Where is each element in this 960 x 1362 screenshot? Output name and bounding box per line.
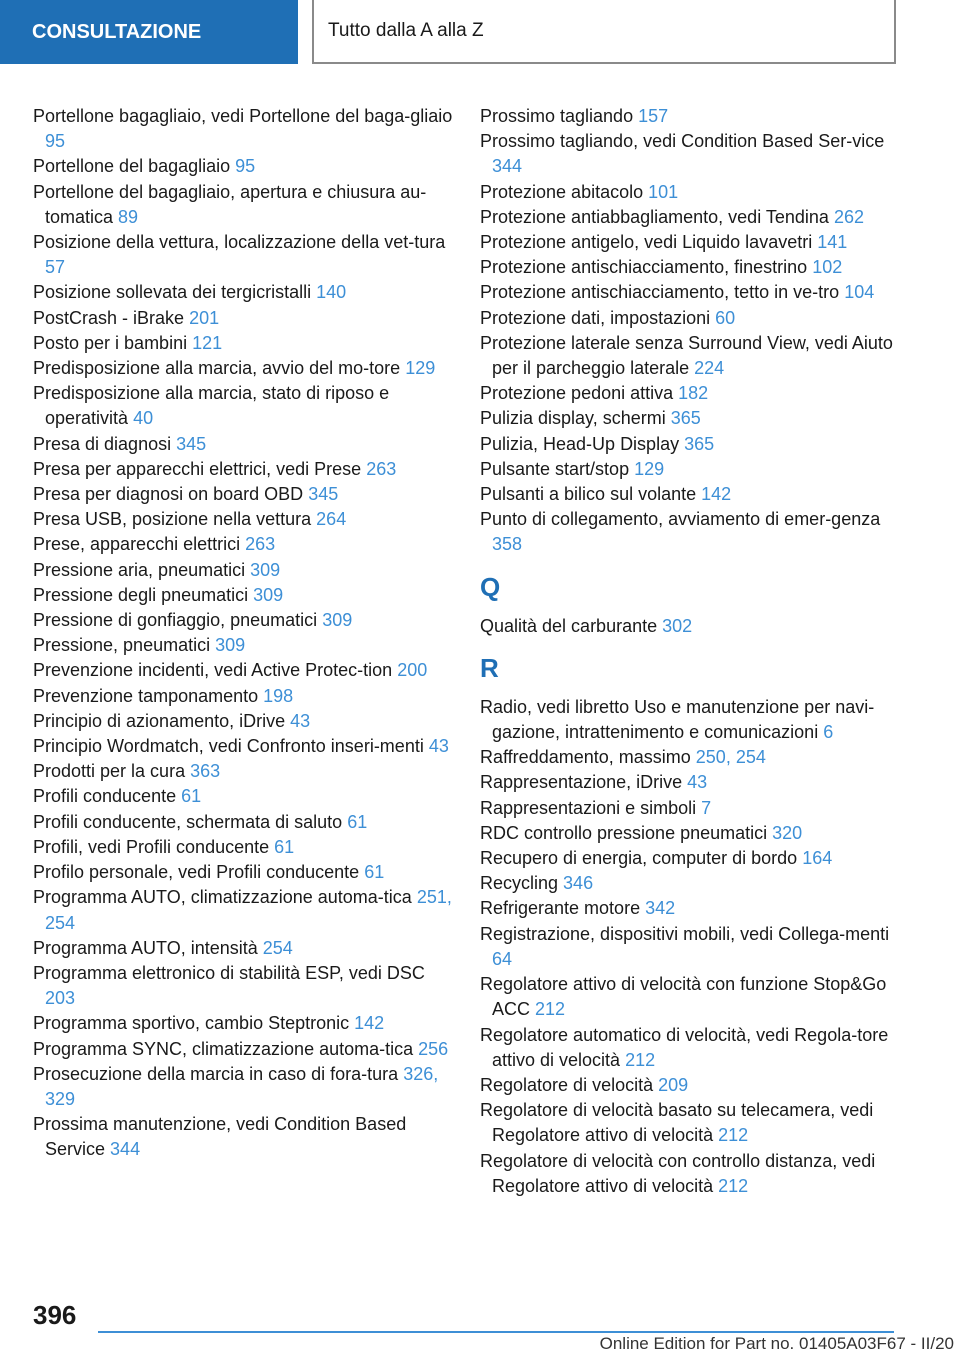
- entry-text: Protezione laterale senza Surround View, vedi Aiuto per il parcheggio laterale: [480, 332, 893, 379]
- entry-text: Regolatore di velocità basato su telecamera, vedi Regolatore attivo di velocità: [480, 1100, 874, 1146]
- index-entry: [33, 784, 453, 809]
- index-entry: [33, 961, 453, 1011]
- entry-text: Profilo personale, vedi Profili conducente: [33, 862, 360, 883]
- entry-text: Prodotti per la cura: [33, 761, 186, 782]
- entry-text: Prese, apparecchi elettrici: [33, 534, 241, 555]
- entry-text: Protezione dati, impostazioni: [480, 307, 711, 328]
- footer-divider: [98, 1331, 894, 1333]
- index-entry: [33, 331, 453, 356]
- index-entry: [480, 306, 900, 331]
- entry-page-link[interactable]: 140: [316, 282, 347, 303]
- entry-page-link[interactable]: 64: [492, 948, 513, 969]
- index-entry: [33, 104, 453, 154]
- entry-text: Programma AUTO, climatizzazione automa-tica: [33, 887, 412, 908]
- entry-text: Principio di azionamento, iDrive: [33, 710, 286, 731]
- entry-page-link[interactable]: 129: [405, 358, 436, 379]
- entry-text: Rappresentazioni e simboli: [480, 797, 697, 818]
- entry-page-link[interactable]: 61: [181, 786, 202, 807]
- entry-text: Rappresentazione, iDrive: [480, 772, 683, 793]
- entry-text: PostCrash - iBrake: [33, 307, 185, 328]
- entry-text: Regolatore automatico di velocità, vedi Regola-tore attivo di velocità: [480, 1024, 889, 1070]
- index-entry: [33, 608, 453, 633]
- index-entry: [480, 796, 900, 821]
- entry-page-link[interactable]: 309: [250, 559, 281, 580]
- entry-text: Punto di collegamento, avviamento di emer-genza: [480, 509, 881, 530]
- entry-page-link[interactable]: 101: [648, 181, 679, 202]
- entry-page-link[interactable]: 309: [215, 635, 246, 656]
- entry-text: Regolatore di velocità con controllo distanza, vedi Regolatore attivo di velocità: [480, 1150, 876, 1196]
- index-entry: [33, 734, 453, 759]
- index-entry: [33, 860, 453, 885]
- index-entry: [480, 381, 900, 406]
- entry-text: Predisposizione alla marcia, avvio del mo-tore: [33, 358, 401, 379]
- entry-text: Presa USB, posizione nella vettura: [33, 509, 312, 530]
- index-entry: [480, 104, 900, 129]
- entry-page-link[interactable]: 6: [823, 722, 834, 743]
- entry-text: Raffreddamento, massimo: [480, 747, 691, 768]
- index-entry: [33, 180, 453, 230]
- entry-page-link[interactable]: 365: [684, 433, 715, 454]
- entry-text: Programma SYNC, climatizzazione automa-tica: [33, 1038, 414, 1059]
- index-entry: [480, 972, 900, 1022]
- entry-text: Prossima manutenzione, vedi Condition Based Service: [33, 1114, 407, 1160]
- entry-page-link[interactable]: 302: [662, 615, 693, 636]
- entry-page-link[interactable]: 254: [262, 937, 293, 958]
- entry-text: Prosecuzione della marcia in caso di fora-tura: [33, 1063, 399, 1084]
- letter-heading-r: R: [480, 652, 499, 683]
- index-entry: [480, 255, 900, 280]
- entry-text: Portellone del bagagliaio, apertura e chiusura au-tomatica: [33, 181, 427, 227]
- entry-text: Pressione aria, pneumatici: [33, 559, 246, 580]
- index-entry: [480, 230, 900, 255]
- entry-text: Profili conducente: [33, 786, 177, 807]
- index-entry: [33, 457, 453, 482]
- entry-text: Principio Wordmatch, vedi Confronto inseri-menti: [33, 736, 424, 757]
- index-entry: [480, 280, 900, 305]
- index-entry: [480, 821, 900, 846]
- entry-text: Pressione di gonfiaggio, pneumatici: [33, 610, 318, 631]
- entry-text: Pulizia, Head-Up Display: [480, 433, 680, 454]
- index-entry: [480, 770, 900, 795]
- entry-page-link[interactable]: 346: [563, 873, 594, 894]
- entry-text: Regolatore attivo di velocità con funzione Stop&Go ACC: [480, 974, 887, 1020]
- index-entry: [33, 1062, 453, 1112]
- entry-page-link[interactable]: 250, 254: [695, 747, 766, 768]
- section-label: CONSULTAZIONE: [0, 0, 298, 64]
- index-entry: [480, 331, 900, 381]
- page-number: 396: [33, 1300, 77, 1330]
- entry-text: Protezione antischiacciamento, finestrino: [480, 257, 808, 278]
- entry-page-link[interactable]: 7: [701, 797, 712, 818]
- entry-page-link[interactable]: 182: [678, 383, 709, 404]
- index-entry: [480, 871, 900, 896]
- entry-text: Prevenzione tamponamento: [33, 685, 259, 706]
- entry-text: Pulsanti a bilico sul volante: [480, 484, 697, 505]
- index-entry: [480, 205, 900, 230]
- index-entry: [480, 896, 900, 921]
- entry-text: Protezione antischiacciamento, tetto in ve-tro: [480, 282, 840, 303]
- entry-page-link[interactable]: 264: [316, 509, 347, 530]
- entry-text: Protezione antiabbagliamento, vedi Tendina: [480, 206, 829, 227]
- entry-text: Recupero di energia, computer di bordo: [480, 848, 798, 869]
- entry-page-link[interactable]: 61: [364, 862, 385, 883]
- entry-page-link[interactable]: 142: [701, 484, 732, 505]
- index-entry: [33, 280, 453, 305]
- entry-page-link[interactable]: 43: [687, 772, 708, 793]
- entry-page-link[interactable]: 57: [45, 257, 66, 278]
- index-entry: [480, 745, 900, 770]
- index-entry: [33, 432, 453, 457]
- entry-text: Registrazione, dispositivi mobili, vedi Collega-menti: [480, 923, 890, 944]
- entry-page-link[interactable]: 263: [366, 458, 397, 479]
- index-entry: [33, 482, 453, 507]
- index-entry: [33, 885, 453, 935]
- index-entry: [480, 180, 900, 205]
- entry-text: Presa di diagnosi: [33, 433, 172, 454]
- entry-page-link[interactable]: 142: [354, 1013, 385, 1034]
- entry-text: Pulsante start/stop: [480, 458, 630, 479]
- entry-page-link[interactable]: 309: [322, 610, 353, 631]
- entry-text: Portellone del bagagliaio: [33, 156, 231, 177]
- index-entry: [480, 1073, 900, 1098]
- index-entry: [33, 658, 453, 683]
- index-entry: [33, 507, 453, 532]
- entry-page-link[interactable]: 344: [492, 156, 523, 177]
- entry-page-link[interactable]: 345: [308, 484, 339, 505]
- entry-page-link[interactable]: 61: [274, 836, 295, 857]
- entry-page-link[interactable]: 201: [189, 307, 220, 328]
- entry-page-link[interactable]: 198: [263, 685, 294, 706]
- entry-page-link[interactable]: 256: [418, 1038, 449, 1059]
- entry-text: Pressione, pneumatici: [33, 635, 211, 656]
- entry-page-link[interactable]: 263: [245, 534, 276, 555]
- entry-page-link[interactable]: 212: [535, 999, 566, 1020]
- entry-page-link[interactable]: 309: [253, 584, 284, 605]
- entry-page-link[interactable]: 345: [176, 433, 207, 454]
- entry-text: Protezione pedoni attiva: [480, 383, 674, 404]
- entry-page-link[interactable]: 209: [658, 1074, 689, 1095]
- entry-text: Profili conducente, schermata di saluto: [33, 811, 343, 832]
- chapter-title: Tutto dalla A alla Z: [312, 0, 896, 64]
- index-entry: [480, 1023, 900, 1073]
- entry-page-link[interactable]: 224: [694, 358, 725, 379]
- entry-page-link[interactable]: 121: [192, 332, 223, 353]
- entry-text: Presa per diagnosi on board OBD: [33, 484, 304, 505]
- entry-text: Prossimo tagliando: [480, 106, 634, 126]
- entry-page-link[interactable]: 363: [190, 761, 221, 782]
- entry-text: Presa per apparecchi elettrici, vedi Prese: [33, 458, 362, 479]
- index-entry: [480, 1149, 900, 1199]
- index-entry: [33, 1112, 453, 1162]
- entry-page-link[interactable]: 212: [718, 1125, 749, 1146]
- index-entry: [33, 154, 453, 179]
- entry-page-link[interactable]: 43: [290, 710, 311, 731]
- index-entry: [480, 406, 900, 431]
- entry-page-link[interactable]: 60: [715, 307, 736, 328]
- index-column-right: [480, 104, 900, 1199]
- entry-page-link[interactable]: 326, 329: [45, 1063, 439, 1109]
- entry-text: Posto per i bambini: [33, 332, 188, 353]
- index-entry: [33, 936, 453, 961]
- entry-page-link[interactable]: 141: [817, 232, 848, 253]
- entry-text: Pulizia display, schermi: [480, 408, 666, 429]
- index-entry: [33, 835, 453, 860]
- entry-text: Qualità del carburante: [480, 615, 658, 636]
- index-entry: [33, 230, 453, 280]
- index-entry: [33, 709, 453, 734]
- index-entry: [33, 356, 453, 381]
- entry-page-link[interactable]: 102: [812, 257, 843, 278]
- entry-page-link[interactable]: 43: [428, 736, 449, 757]
- entry-page-link[interactable]: 104: [844, 282, 875, 303]
- letter-heading-q: Q: [480, 571, 501, 602]
- entry-text: Predisposizione alla marcia, stato di riposo e operatività: [33, 383, 390, 429]
- index-entry: [480, 1098, 900, 1148]
- index-entry: [480, 922, 900, 972]
- entry-page-link[interactable]: 200: [397, 660, 428, 681]
- entry-text: Portellone bagagliaio, vedi Portellone del baga-gliaio: [33, 106, 453, 126]
- index-entry: [480, 482, 900, 507]
- index-entry: [480, 457, 900, 482]
- index-entry: [480, 614, 900, 639]
- entry-text: Regolatore di velocità: [480, 1074, 654, 1095]
- index-entry: [33, 558, 453, 583]
- entry-page-link[interactable]: 129: [634, 458, 665, 479]
- entry-page-link[interactable]: 358: [492, 534, 523, 555]
- entry-text: Programma sportivo, cambio Steptronic: [33, 1013, 350, 1034]
- index-column-left: [33, 104, 453, 1163]
- entry-text: Recycling: [480, 873, 559, 894]
- index-entry: [33, 759, 453, 784]
- entry-text: Protezione antigelo, vedi Liquido lavavetri: [480, 232, 813, 253]
- index-entry: [33, 306, 453, 331]
- entry-text: Programma AUTO, intensità: [33, 937, 258, 958]
- entry-text: Posizione della vettura, localizzazione della vet-tura: [33, 232, 446, 253]
- index-entry: [33, 1037, 453, 1062]
- entry-text: Refrigerante motore: [480, 898, 641, 919]
- entry-page-link[interactable]: 95: [235, 156, 256, 177]
- entry-page-link[interactable]: 344: [110, 1139, 141, 1160]
- entry-page-link[interactable]: 203: [45, 988, 76, 1009]
- index-entry: [480, 432, 900, 457]
- index-entry: [480, 507, 900, 557]
- entry-page-link[interactable]: 212: [625, 1049, 656, 1070]
- index-entry: [33, 684, 453, 709]
- entry-page-link[interactable]: 164: [802, 848, 833, 869]
- entry-text: RDC controllo pressione pneumatici: [480, 822, 768, 843]
- entry-page-link[interactable]: 40: [133, 408, 154, 429]
- entry-page-link[interactable]: 342: [645, 898, 676, 919]
- entry-page-link[interactable]: 95: [45, 131, 66, 152]
- index-entry: [480, 846, 900, 871]
- index-entry: [33, 381, 453, 431]
- entry-text: Profili, vedi Profili conducente: [33, 836, 270, 857]
- entry-text: Prossimo tagliando, vedi Condition Based Ser-vice: [480, 131, 885, 152]
- index-entry: [33, 1011, 453, 1036]
- entry-page-link[interactable]: 212: [718, 1175, 749, 1196]
- entry-text: Prevenzione incidenti, vedi Active Protec-tion: [33, 660, 393, 681]
- entry-page-link[interactable]: 262: [833, 206, 864, 227]
- entry-page-link[interactable]: 251, 254: [45, 887, 452, 933]
- entry-text: Pressione degli pneumatici: [33, 584, 249, 605]
- index-entry: [33, 532, 453, 557]
- index-entry: [480, 695, 900, 745]
- index-entry: [33, 810, 453, 835]
- entry-text: Programma elettronico di stabilità ESP, vedi DSC: [33, 962, 425, 983]
- entry-text: Protezione abitacolo: [480, 181, 644, 202]
- entry-page-link[interactable]: 365: [670, 408, 701, 429]
- index-entry: [480, 129, 900, 179]
- entry-text: Posizione sollevata dei tergicristalli: [33, 282, 312, 303]
- entry-page-link[interactable]: 157: [638, 106, 669, 126]
- index-entry: [33, 633, 453, 658]
- footer-edition: Online Edition for Part no. 01405A03F67 - II/20: [599, 1334, 954, 1353]
- entry-page-link[interactable]: 61: [347, 811, 368, 832]
- entry-text: Radio, vedi libretto Uso e manutenzione per navi-gazione, intrattenimento e comunicazioni: [480, 696, 875, 743]
- index-entry: [33, 583, 453, 608]
- entry-page-link[interactable]: 320: [772, 822, 803, 843]
- entry-page-link[interactable]: 89: [118, 206, 139, 227]
